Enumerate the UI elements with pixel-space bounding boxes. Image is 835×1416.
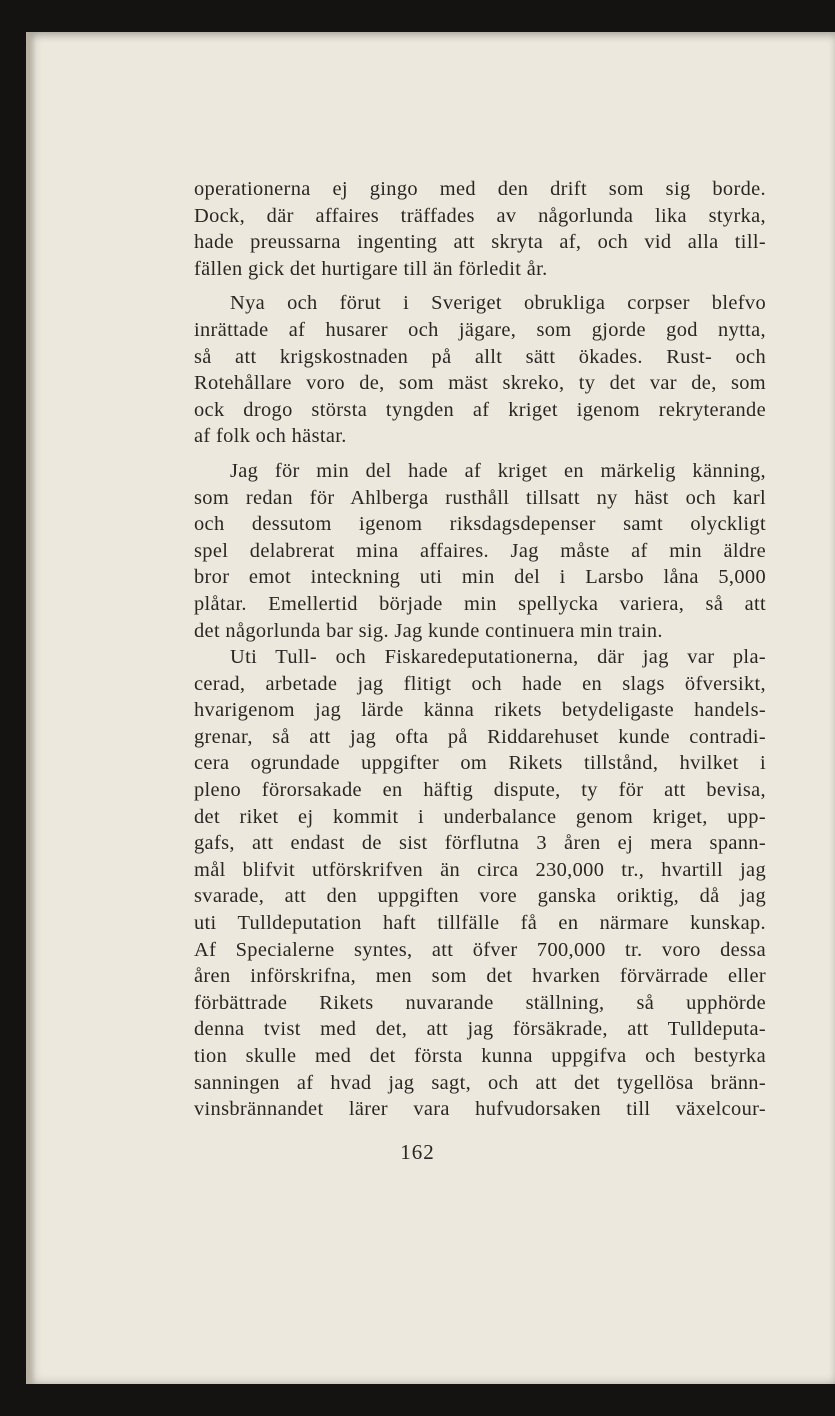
text-line: inrättade af husarer och jägare, som gjorde god nytta, bbox=[194, 318, 766, 341]
text-line: mål blifvit utförskrifven än circa 230,000 tr., hvartill jag bbox=[194, 858, 766, 881]
text-line: Nya och förut i Sveriget obrukliga corpser blefvo bbox=[230, 292, 766, 315]
paragraph-4 bbox=[194, 644, 766, 1123]
text-line: det någorlunda bar sig. Jag kunde continuera min train. bbox=[194, 619, 663, 642]
text-line: denna tvist med det, att jag försäkrade, att Tulldeputa- bbox=[194, 1018, 766, 1041]
text-line: sanningen af hvad jag sagt, och att det tygellösa bränn- bbox=[194, 1071, 766, 1094]
text-line: så att krigskostnaden på allt sätt ökades. Rust- och bbox=[194, 345, 766, 368]
body-text bbox=[194, 176, 766, 1123]
text-line: spel delabrerat mina affaires. Jag måste af min äldre bbox=[194, 539, 766, 562]
text-line: Rotehållare voro de, som mäst skreko, ty det var de, som bbox=[194, 372, 766, 395]
paragraph-1 bbox=[194, 176, 766, 282]
text-line: tion skulle med det första kunna uppgifva och bestyrka bbox=[194, 1045, 766, 1067]
text-line: grenar, så att jag ofta på Riddarehuset kunde contradi- bbox=[194, 725, 766, 748]
text-line: Jag för min del hade af kriget en märkelig känning, bbox=[230, 459, 766, 482]
text-line: cerad, arbetade jag flitigt och hade en slags öfversikt, bbox=[194, 672, 766, 695]
text-line: bror emot inteckning uti min del i Larsbo låna 5,000 bbox=[194, 566, 766, 589]
text-line: svarade, att den uppgiften vore ganska oriktig, då jag bbox=[194, 885, 766, 908]
text-line: gafs, att endast de sist förflutna 3 åren ej mera spann- bbox=[194, 832, 766, 855]
text-line: cera ogrundade uppgifter om Rikets tillstånd, hvilket i bbox=[194, 752, 766, 775]
text-line: vinsbrännandet lärer vara hufvudorsaken till växelcour- bbox=[194, 1098, 766, 1121]
text-line: det riket ej kommit i underbalance genom kriget, upp- bbox=[194, 805, 766, 828]
text-line: operationerna ej gingo med den drift som sig borde. bbox=[194, 178, 766, 200]
page-number: 162 bbox=[400, 1140, 435, 1164]
text-line: plåtar. Emellertid började min spellycka variera, så att bbox=[194, 592, 766, 615]
text-line: pleno förorsakade en häftig dispute, ty för att bevisa, bbox=[194, 779, 766, 802]
text-line: hvarigenom jag lärde känna rikets betydeligaste handels- bbox=[194, 699, 766, 722]
paragraph-3 bbox=[194, 458, 766, 644]
text-line: ock drogo största tyngden af kriget igenom rekryterande bbox=[194, 398, 766, 421]
text-line: af folk och hästar. bbox=[194, 425, 347, 448]
text-line: förbättrade Rikets nuvarande ställning, så upphörde bbox=[194, 991, 766, 1014]
text-line: hade preussarna ingenting att skryta af, och vid alla till- bbox=[194, 231, 766, 254]
text-line: Uti Tull- och Fiskaredeputationerna, där jag var pla- bbox=[230, 646, 766, 669]
text-line: fällen gick det hurtigare till än förledit år. bbox=[194, 257, 548, 280]
page-gutter-shadow bbox=[26, 32, 36, 1384]
text-line: uti Tulldeputation haft tillfälle få en närmare kunskap. bbox=[194, 912, 766, 935]
text-line: som redan för Ahlberga rusthåll tillsatt ny häst och karl bbox=[194, 486, 766, 509]
text-line: och dessutom igenom riksdagsdepenser samt olyckligt bbox=[194, 513, 766, 536]
text-line: Dock, där affaires träffades av någorlunda lika styrka, bbox=[194, 204, 766, 227]
text-line: åren införskrifna, men som det hvarken förvärrade eller bbox=[194, 965, 766, 988]
paragraph-2 bbox=[194, 290, 766, 450]
text-line: Af Specialerne syntes, att öfver 700,000 tr. voro dessa bbox=[194, 938, 766, 961]
